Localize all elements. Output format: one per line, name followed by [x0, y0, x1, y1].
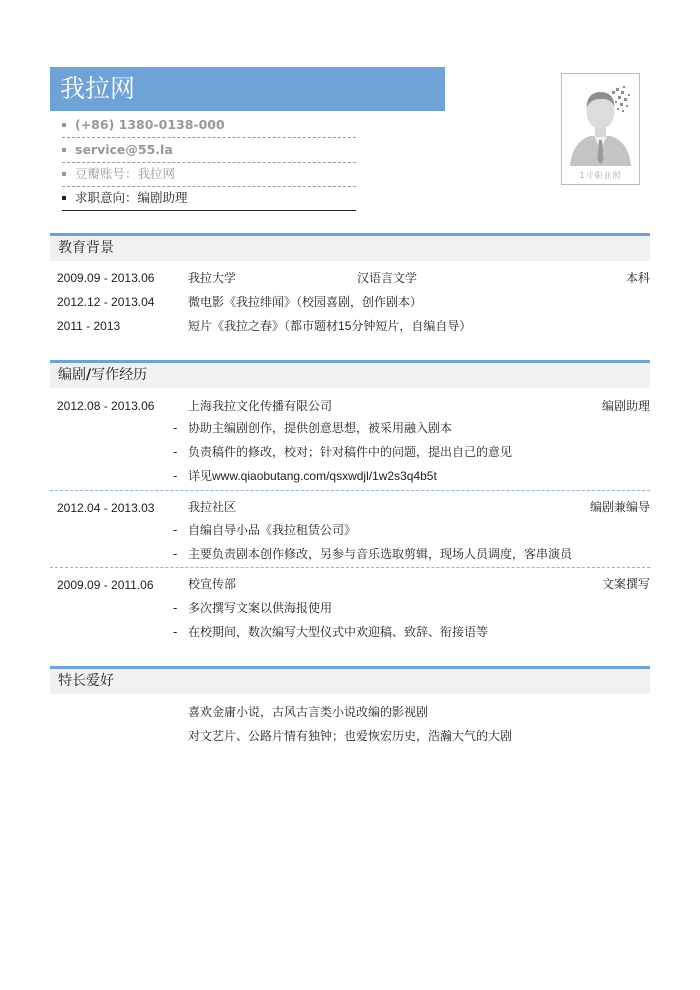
edu-project-2-b: 15	[338, 319, 352, 333]
job-1-item-2: 负责稿件的修改，校对；针对稿件中的问题，提出自己的意见	[188, 445, 513, 459]
edu-project-1: 微电影《我拉绯闻》（校园喜剧，创作剧本）	[188, 295, 423, 309]
edu-major: 汉语言文学	[357, 271, 418, 285]
job-org-3: 校宣传部	[188, 577, 237, 591]
hobby-line-2: 对文艺片、公路片情有独钟；也爱恢宏历史，浩瀚大气的大剧	[188, 729, 513, 743]
avatar-silhouette-icon	[562, 74, 639, 184]
douban-text: 豆瓣账号：我拉网	[75, 166, 176, 181]
dash-marker: -	[173, 523, 178, 537]
job-2-item-1: 自编自导小品《我拉租赁公司》	[188, 523, 357, 537]
objective-line	[62, 186, 356, 211]
dash-marker: -	[173, 445, 178, 459]
education-section-title: 教育背景	[50, 233, 650, 261]
job-date-1: 2012.08 - 2013.06	[57, 399, 155, 413]
job-role-2: 编剧兼编导	[589, 500, 650, 514]
bullet-icon	[62, 123, 66, 127]
hobby-line-1: 喜欢金庸小说，古风古言类小说改编的影视剧	[188, 705, 429, 719]
objective-text: 求职意向：编剧助理	[75, 190, 188, 205]
job-date-2: 2012.04 - 2013.03	[57, 501, 155, 515]
section-divider	[50, 490, 650, 491]
douban-line	[62, 162, 356, 187]
resume-name: 我拉网	[50, 67, 445, 111]
job-org-2: 我拉社区	[188, 500, 237, 514]
dash-marker: -	[173, 469, 178, 483]
dash-marker: -	[173, 601, 178, 615]
email-line	[62, 138, 356, 163]
bullet-icon	[62, 148, 66, 152]
edu-school: 我拉大学	[188, 271, 237, 285]
edu-date-2: 2012.12 - 2013.04	[57, 295, 155, 309]
edu-project-2-a: 短片《我拉之春》（都市题材	[188, 319, 339, 333]
job-1-link[interactable]: www.qiaobutang.com/qsxwdjl/1w2s3q4b5t	[212, 469, 437, 483]
experience-section-title	[50, 360, 650, 388]
edu-date-3: 2011 - 2013	[57, 319, 121, 333]
job-org-1: 上海我拉文化传播有限公司	[188, 399, 333, 413]
job-2-item-2: 主要负责剧本创作修改，另参与音乐选取剪辑，现场人员调度，客串演员	[188, 547, 573, 561]
experience-title-sep: /	[86, 367, 92, 383]
section-divider	[50, 567, 650, 568]
profile-photo-placeholder	[561, 73, 640, 185]
experience-title-a: 编剧	[58, 367, 86, 383]
dash-marker: -	[173, 421, 178, 435]
job-1-link-prefix: 详见	[188, 469, 213, 483]
edu-project-2	[188, 318, 471, 334]
dash-marker: -	[173, 625, 178, 639]
job-3-item-2: 在校期间，数次编写大型仪式中欢迎稿、致辞、衔接语等	[188, 625, 489, 639]
job-date-3: 2009.09 - 2011.06	[57, 578, 154, 592]
bullet-icon	[62, 196, 66, 200]
photo-caption: 1寸职业照	[579, 171, 622, 180]
edu-degree: 本科	[625, 271, 650, 285]
hobbies-section-title: 特长爱好	[50, 666, 650, 694]
dash-marker: -	[173, 547, 178, 561]
bullet-icon	[62, 172, 66, 176]
edu-project-2-c: 分钟短片，自编自导）	[351, 319, 472, 333]
phone-text: (+86) 1380-0138-000	[75, 117, 225, 132]
job-1-link-line	[188, 468, 437, 484]
email-text: service@55.la	[75, 142, 173, 157]
experience-title-b: 写作经历	[91, 367, 148, 383]
job-1-item-1: 协助主编剧创作，提供创意思想，被采用融入剧本	[188, 421, 453, 435]
job-role-3: 文案撰写	[601, 577, 650, 591]
edu-date-1: 2009.09 - 2013.06	[57, 271, 155, 285]
job-3-item-1: 多次撰写文案以供海报使用	[188, 601, 333, 615]
job-role-1: 编剧助理	[601, 399, 650, 413]
phone-line	[62, 113, 356, 138]
